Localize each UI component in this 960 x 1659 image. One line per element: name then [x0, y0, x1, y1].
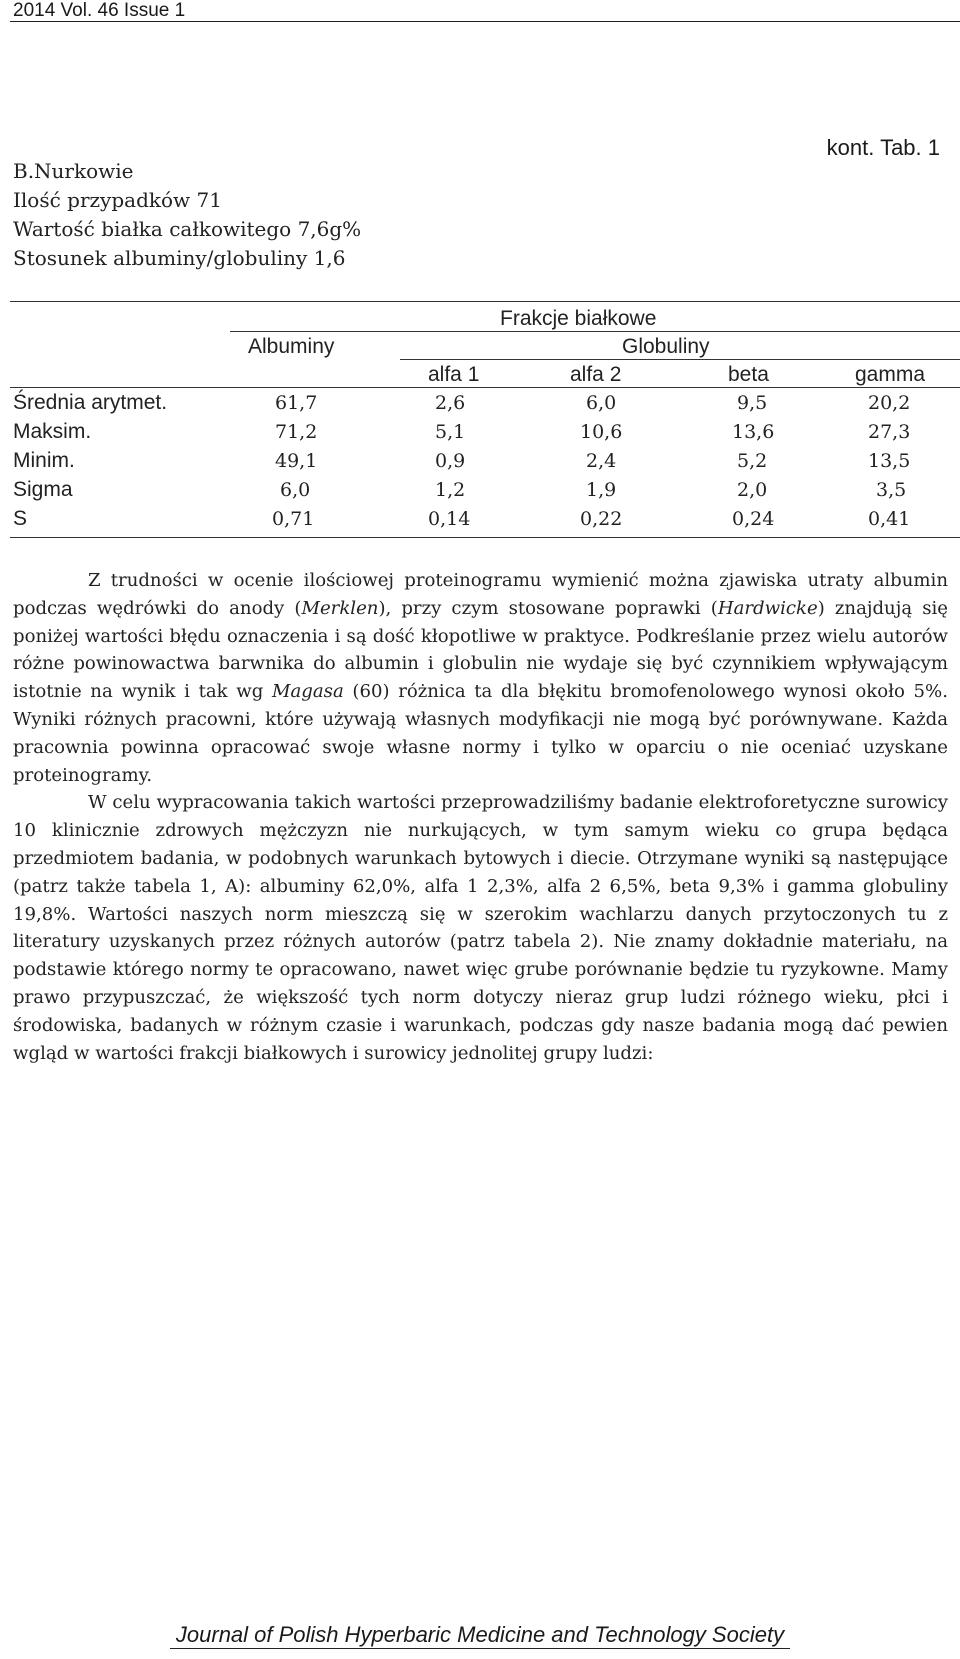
cell-gamma: 13,5: [868, 450, 911, 472]
cell-alfa1: 1,2: [435, 479, 466, 501]
text-run: ), przy czym stosowane poprawki (: [378, 597, 718, 619]
globulin-header: Globuliny: [622, 335, 710, 358]
cell-beta: 2,0: [737, 479, 768, 501]
cell-albumin: 0,71: [272, 508, 315, 530]
cell-alfa2: 2,4: [586, 450, 617, 472]
row-label: Sigma: [13, 478, 73, 501]
group-ratio: Stosunek albuminy/globuliny 1,6: [13, 246, 346, 270]
group-name: B.Nurkowie: [13, 159, 134, 183]
col-header-alfa2: alfa 2: [570, 363, 622, 386]
cell-beta: 9,5: [737, 392, 768, 414]
row-label: Średnia arytmet.: [13, 391, 168, 414]
albumin-header: Albuminy: [248, 335, 335, 358]
cell-beta: 5,2: [737, 450, 768, 472]
text-run: Z trudności w ocenie ilościowej proteinogramu wymienić można zjawiska utraty albumin podczas wędrówki do anody (: [13, 570, 948, 619]
cell-albumin: 6,0: [280, 479, 311, 501]
footer-rule: [170, 1648, 790, 1649]
cell-alfa2: 0,22: [580, 508, 623, 530]
cell-albumin: 61,7: [275, 392, 318, 414]
cell-albumin: 71,2: [275, 421, 318, 443]
globulin-header-rule: [400, 359, 960, 360]
journal-footer: Journal of Polish Hyperbaric Medicine and Technology Society: [175, 1622, 785, 1647]
cell-alfa2: 1,9: [586, 479, 617, 501]
author-name: Merklen: [301, 597, 379, 619]
cell-alfa1: 0,9: [435, 450, 466, 472]
author-name: Magasa: [271, 681, 344, 703]
cell-beta: 13,6: [732, 421, 775, 443]
row-label: S: [13, 507, 28, 530]
text-run: (60) różnica ta dla błękitu bromofenolowego wynosi około 5%. Wyniki różnych pracowni, które używają własnych modyfikacji nie mogą być porównywane. Każda pracownia powinna opracować swoje własne normy i tylko w oparciu o nie oceniać uzyskane proteinogramy.: [13, 681, 948, 786]
row-label: Maksim.: [13, 420, 92, 443]
col-header-beta: beta: [728, 363, 769, 386]
table-top-rule: [10, 301, 960, 302]
group-total-protein: Wartość białka całkowitego 7,6g%: [13, 217, 362, 241]
cell-beta: 0,24: [732, 508, 775, 530]
cell-alfa1: 5,1: [435, 421, 466, 443]
super-header-rule: [230, 331, 960, 332]
text-run: ) znajdują się poniżej wartości błędu oznaczenia i są dość kłopotliwe w praktyce. Podkreślanie przez wielu autorów różne powinowactwa barwnika do albumin i globulin nie wydaje się być czynnikiem wpływającym istotnie na wynik i tak wg: [13, 597, 948, 703]
cell-alfa2: 6,0: [586, 392, 617, 414]
header-bottom-rule: [10, 387, 960, 388]
table-bottom-rule: [10, 537, 960, 538]
body-text: [13, 567, 948, 1067]
cell-gamma: 20,2: [868, 392, 911, 414]
cell-gamma: 0,41: [868, 508, 911, 530]
issue-header: 2014 Vol. 46 Issue 1: [13, 0, 186, 21]
col-header-gamma: gamma: [855, 363, 926, 386]
cell-alfa1: 0,14: [428, 508, 471, 530]
paragraph: [13, 567, 948, 789]
header-rule: [10, 21, 960, 22]
row-label: Minim.: [13, 449, 75, 472]
table-caption: kont. Tab. 1: [826, 135, 940, 160]
author-name: Hardwicke: [717, 597, 818, 619]
group-cases: Ilość przypadków 71: [13, 188, 222, 212]
group-info: [13, 157, 613, 273]
paragraph: W celu wypracowania takich wartości przeprowadziliśmy badanie elektroforetyczne surowicy 10 klinicznie zdrowych mężczyzn nie nurkujących, w tym samym wieku co grupa będąca przedmiotem badania, w podobnych warunkach bytowych i diecie. Otrzymane wyniki są następujące (patrz także tabela 1, A): albuminy 62,0%, alfa 1 2,3%, alfa 2 6,5%, beta 9,3% i gamma globuliny 19,8%. Wartości naszych norm mieszczą się w szerokim wachlarzu danych przytoczonych tu z literatury uzyskanych przez różnych autorów (patrz tabela 2). Nie znamy dokładnie materiału, na podstawie którego normy te opracowano, nawet więc grube porównanie będzie tu ryzykowne. Mamy prawo przypuszczać, że większość tych norm dotyczy nieraz grup ludzi różnego wieku, płci i środowiska, badanych w różnym czasie i warunkach, podczas gdy nasze badania mogą dać pewien wgląd w wartości frakcji białkowych i surowicy jednolitej grupy ludzi:: [13, 792, 948, 1064]
cell-gamma: 3,5: [876, 479, 907, 501]
table-super-header: Frakcje białkowe: [500, 307, 657, 330]
col-header-alfa1: alfa 1: [428, 363, 480, 386]
cell-gamma: 27,3: [868, 421, 911, 443]
cell-alfa1: 2,6: [435, 392, 466, 414]
cell-albumin: 49,1: [275, 450, 318, 472]
cell-alfa2: 10,6: [580, 421, 623, 443]
